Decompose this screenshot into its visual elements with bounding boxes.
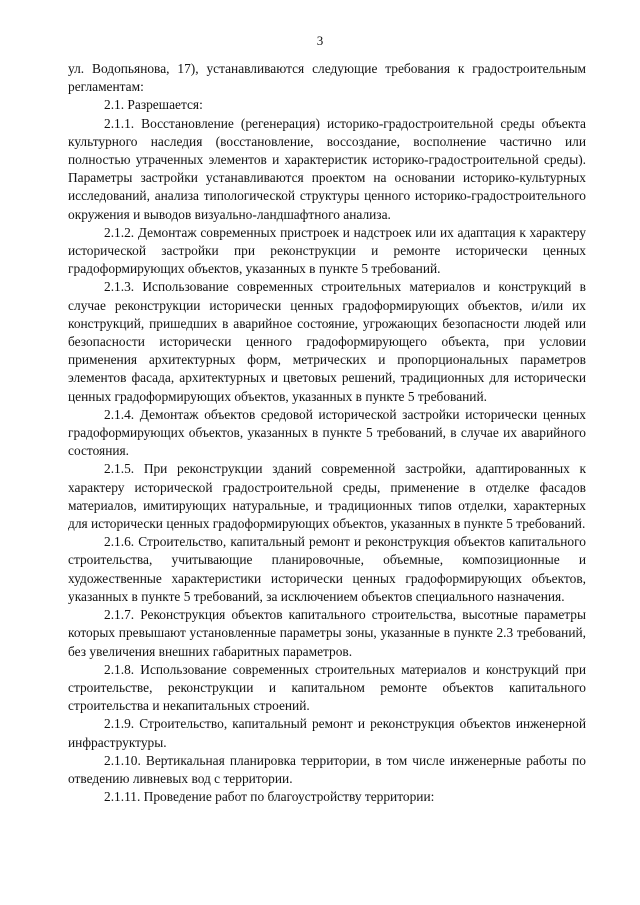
clause-2-1-8: 2.1.8. Использование современных строительных материалов и конструкций при строительстве, реконструкции и капитальном ремонте объектов капитального строительства и некапитальных строений. bbox=[68, 661, 586, 714]
clause-2-1: 2.1. Разрешается: bbox=[104, 97, 203, 113]
clause-2-1-5: 2.1.5. При реконструкции зданий современной застройки, адаптированных к характеру исторической градостроительной среды, применение в отделке фасадов материалов, имитирующих натуральные, и традиционных типов отделки, характерных для исторически ценных градоформирующих объектов, указанных в пункте 5 требований. bbox=[68, 461, 586, 532]
clause-2-1-2: 2.1.2. Демонтаж современных пристроек и надстроек или их адаптация к характеру исторической застройки при реконструкции и ремонте исторически ценных градоформирующих объектов, указанных в пункте 5 требований. bbox=[68, 224, 586, 277]
clause-2-1-10: 2.1.10. Вертикальная планировка территории, в том числе инженерные работы по отведению ливневых вод с территории. bbox=[68, 752, 586, 786]
clause-2-1-6: 2.1.6. Строительство, капитальный ремонт и реконструкция объектов капитального строительства, учитывающие планировочные, объемные, композиционные и художественные характеристики исторически ценных градоформирующих объектов, указанных в пункте 5 требований, за исключением объектов специального назначения. bbox=[68, 534, 586, 604]
document-body bbox=[68, 60, 586, 806]
clause-2-1-7: 2.1.7. Реконструкция объектов капитального строительства, высотные параметры которых превышают установленные параметры зоны, указанные в пункте 2.3 требований, без увеличения внешних габаритных параметров. bbox=[68, 607, 586, 659]
clause-2-1-9: 2.1.9. Строительство, капитальный ремонт и реконструкция объектов инженерной инфраструктуры. bbox=[68, 716, 586, 750]
clause-2-1-3: 2.1.3. Использование современных строительных материалов и конструкций в случае реконструкции исторически ценных градоформирующих объектов, и/или их конструкций, пришедших в аварийное состояние, угрожающих безопасности людей или безопасности исторически ценного градоформирующего объекта, при условии применения архитектурных форм, метрических и пропорциональных параметров элементов фасада, архитектурных и цветовых решений, традиционных для исторически ценных градоформирующих объектов, указанных в пункте 5 требований. bbox=[68, 279, 586, 404]
clause-2-1-1: 2.1.1. Восстановление (регенерация) историко-градостроительной среды объекта культурного наследия (восстановление, воссоздание, восполнение частично или полностью утраченных элементов и характеристик историко-градостроительной среды). Параметры застройки устанавливаются проектом на основании историко-культурных исследований, анализа типологической структуры ценного историко-градостроительного окружения и выводов визуально-ландшафтного анализа. bbox=[68, 115, 586, 222]
clause-2-1-11: 2.1.11. Проведение работ по благоустройству территории: bbox=[104, 789, 435, 805]
clause-2-1-4: 2.1.4. Демонтаж объектов средовой исторической застройки исторически ценных градоформирующих объектов, указанных в пункте 5 требований, в случае их аварийного состояния. bbox=[68, 406, 586, 459]
intro-paragraph: ул. Водопьянова, 17), устанавливаются следующие требования к градостроительным регламентам: bbox=[68, 61, 586, 95]
page-number: 3 bbox=[316, 33, 324, 48]
